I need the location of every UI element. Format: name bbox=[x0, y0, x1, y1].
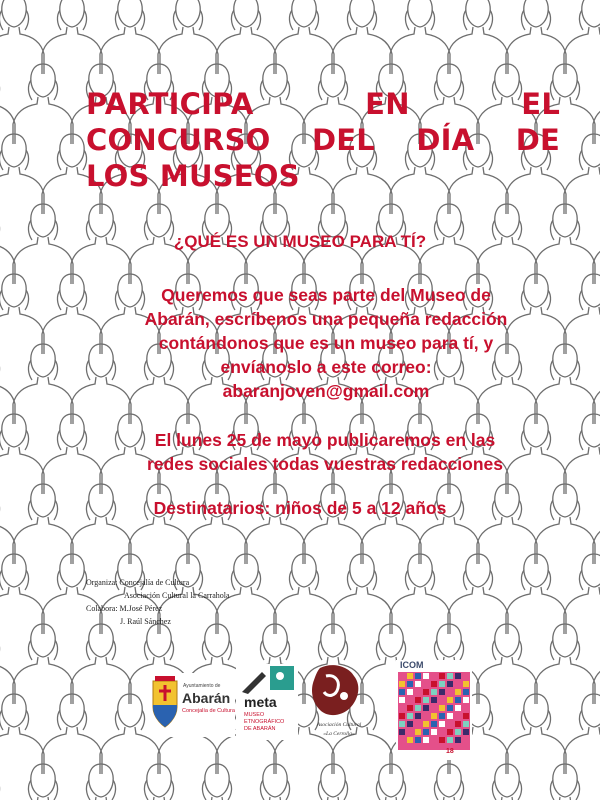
meta-museum-logo bbox=[236, 664, 298, 740]
contact-email: abaranjoven@gmail.com bbox=[222, 381, 430, 401]
credit-colabora-2: J. Raúl Sánchez bbox=[120, 617, 171, 626]
cerrolla-emblem-icon bbox=[306, 662, 368, 720]
meta-logo-sub-2: ETNOGRÁFICO bbox=[244, 719, 285, 725]
question-heading: ¿QUÉ ES UN MUSEO PARA TÍ? bbox=[173, 232, 427, 251]
icom-pattern-icon bbox=[398, 672, 470, 750]
credit-asociacion: Asociación Cultural la Carrahola bbox=[124, 591, 230, 600]
title-line-1: PARTICIPA EN EL bbox=[86, 87, 560, 121]
credit-organiza: Organiza: Concejalía de Cultura bbox=[86, 578, 190, 587]
icom-logo-name: ICOM bbox=[400, 660, 424, 670]
publication-line-1: El lunes 25 de mayo publicaremos en las bbox=[154, 430, 496, 450]
publication-line-2: redes sociales todas vuestras redacciones bbox=[146, 454, 504, 474]
meta-logo-sub-1: MUSEO bbox=[244, 712, 265, 718]
meta-museum-icon bbox=[236, 664, 298, 698]
icom-logo-date: 18 bbox=[446, 748, 454, 755]
meta-logo-name: meta bbox=[244, 694, 277, 710]
description-line-2: Abarán, escríbenos una pequeña redacción bbox=[144, 309, 508, 329]
credits-block bbox=[86, 576, 286, 628]
description-line-4: envíanoslo a este correo: bbox=[220, 357, 432, 377]
abaran-logo-name: Abarán bbox=[182, 690, 231, 706]
cerrolla-logo-line-1: Asociación Cultural bbox=[316, 722, 362, 728]
target-audience: Destinatarios: niños de 5 a 12 años bbox=[153, 498, 447, 518]
icom-museum-day-poster bbox=[396, 660, 472, 760]
publication-notice bbox=[80, 428, 570, 476]
cerrolla-association-logo bbox=[306, 662, 368, 746]
credit-colabora: Colabora: M.José Pérez bbox=[86, 604, 163, 613]
contest-description bbox=[86, 283, 566, 403]
title-line-2: CONCURSO DEL DÍA DE bbox=[86, 123, 560, 157]
abaran-logo-sub: Concejalía de Cultura bbox=[182, 708, 235, 714]
description-line-3: contándonos que es un museo para tí, y bbox=[158, 333, 494, 353]
title-line-3: LOS MUSEOS bbox=[86, 159, 300, 193]
cerrolla-logo-line-2: «La Cerrolla» bbox=[323, 731, 355, 737]
abaran-council-logo bbox=[147, 673, 235, 737]
abaran-logo-small: Ayuntamiento de bbox=[183, 683, 221, 689]
meta-logo-sub-3: DE ABARÁN bbox=[244, 726, 276, 732]
description-line-1: Queremos que seas parte del Museo de bbox=[161, 285, 491, 305]
poster-title bbox=[86, 86, 560, 194]
